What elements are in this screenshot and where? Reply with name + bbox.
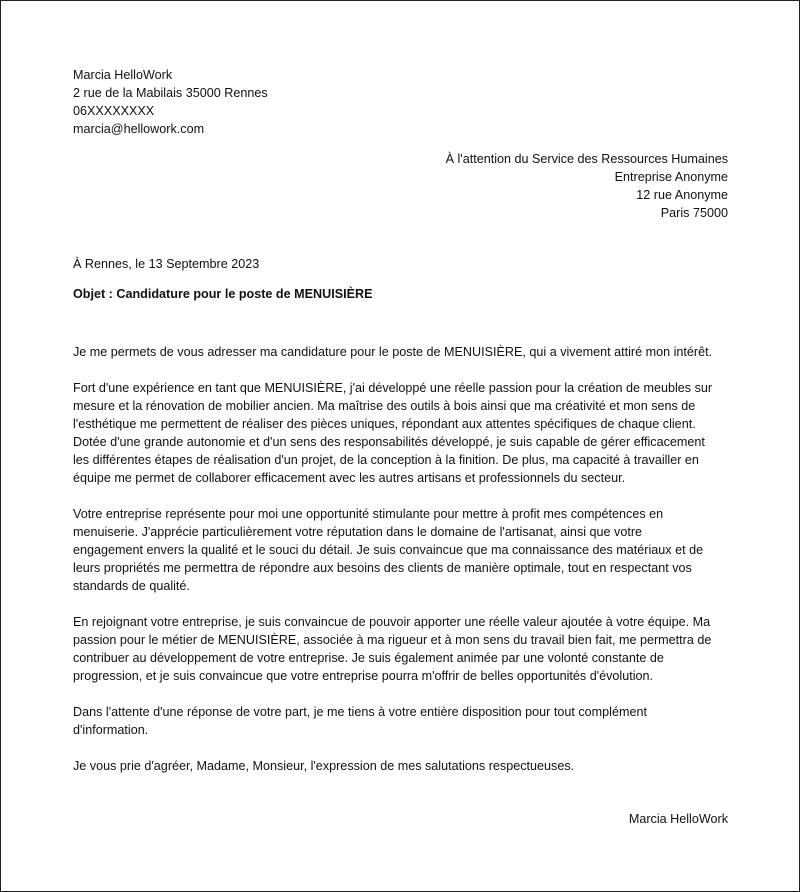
letter-subject: Objet : Candidature pour le poste de MENUISIÈRE [73,287,373,301]
body-line: progression, et je suis convaincue que votre entreprise pourra m'offrir de belles opportunités d'évolution. [73,669,654,683]
recipient-company: Entreprise Anonyme [614,170,728,184]
recipient-street: 12 rue Anonyme [636,188,728,202]
sender-address: 2 rue de la Mabilais 35000 Rennes [73,86,268,100]
body-line: engagement envers la qualité et le souci du détail. Je suis convaincue que ma connaissance des matériaux et de [73,543,704,557]
paragraph [73,343,733,361]
body-line: standards de qualité. [73,579,190,593]
letter-body [73,343,733,793]
body-line: équipe me permet de collaborer efficacement avec les autres artisans et professionnels du secteur. [73,471,626,485]
body-line: menuiserie. J'apprécie particulièrement votre réputation dans le domaine de l'artisanat, ainsi que votre [73,525,643,539]
place-date: À Rennes, le 13 Septembre 2023 [73,257,260,271]
body-line: En rejoignant votre entreprise, je suis convaincue de pouvoir apporter une réelle valeur ajoutée à votre équipe. Ma [73,615,711,629]
paragraph [73,703,733,739]
recipient-block [446,150,728,222]
body-line: Fort d'une expérience en tant que MENUISIÈRE, j'ai développé une réelle passion pour la création de meubles sur [73,381,713,395]
body-line: leurs propriétés me permettra de répondre aux besoins des clients de manière optimale, tout en respectant vos [73,561,692,575]
body-line: passion pour le métier de MENUISIÈRE, associée à ma rigueur et à mon sens du travail bien fait, me permettra de [73,633,712,647]
body-line: d'information. [73,723,149,737]
body-line: les différentes étapes de réalisation d'un projet, de la conception à la finition. De plus, ma capacité à travailler en [73,453,699,467]
recipient-attention: À l'attention du Service des Ressources Humaines [445,152,728,166]
body-line: Dotée d'une grande autonomie et d'un sens des responsabilités développé, je suis capable de gérer efficacement [73,435,705,449]
signature: Marcia HelloWork [628,812,728,826]
sender-phone: 06XXXXXXXX [73,104,155,118]
sender-email: marcia@hellowork.com [73,122,205,136]
body-line: Dans l'attente d'une réponse de votre part, je me tiens à votre entière disposition pour tout complément [73,705,647,719]
paragraph [73,613,733,685]
sender-block [73,66,268,138]
paragraph [73,757,733,775]
body-line: Votre entreprise représente pour moi une opportunité stimulante pour mettre à profit mes compétences en [73,507,664,521]
body-line: Je me permets de vous adresser ma candidature pour le poste de MENUISIÈRE, qui a vivement attiré mon intérêt. [73,345,713,359]
sender-name: Marcia HelloWork [73,68,173,82]
recipient-city: Paris 75000 [660,206,728,220]
body-line: Je vous prie d'agréer, Madame, Monsieur, l'expression de mes salutations respectueuses. [73,759,575,773]
body-line: l'esthétique me permettent de réaliser des pièces uniques, répondant aux attentes spécifiques de chaque client. [73,417,696,431]
body-line: contribuer au développement de votre entreprise. Je suis également animée par une volonté constante de [73,651,664,665]
paragraph [73,505,733,595]
paragraph [73,379,733,487]
body-line: mesure et la rénovation de mobilier ancien. Ma maîtrise des outils à bois ainsi que ma créativité et mon sens de [73,399,696,413]
